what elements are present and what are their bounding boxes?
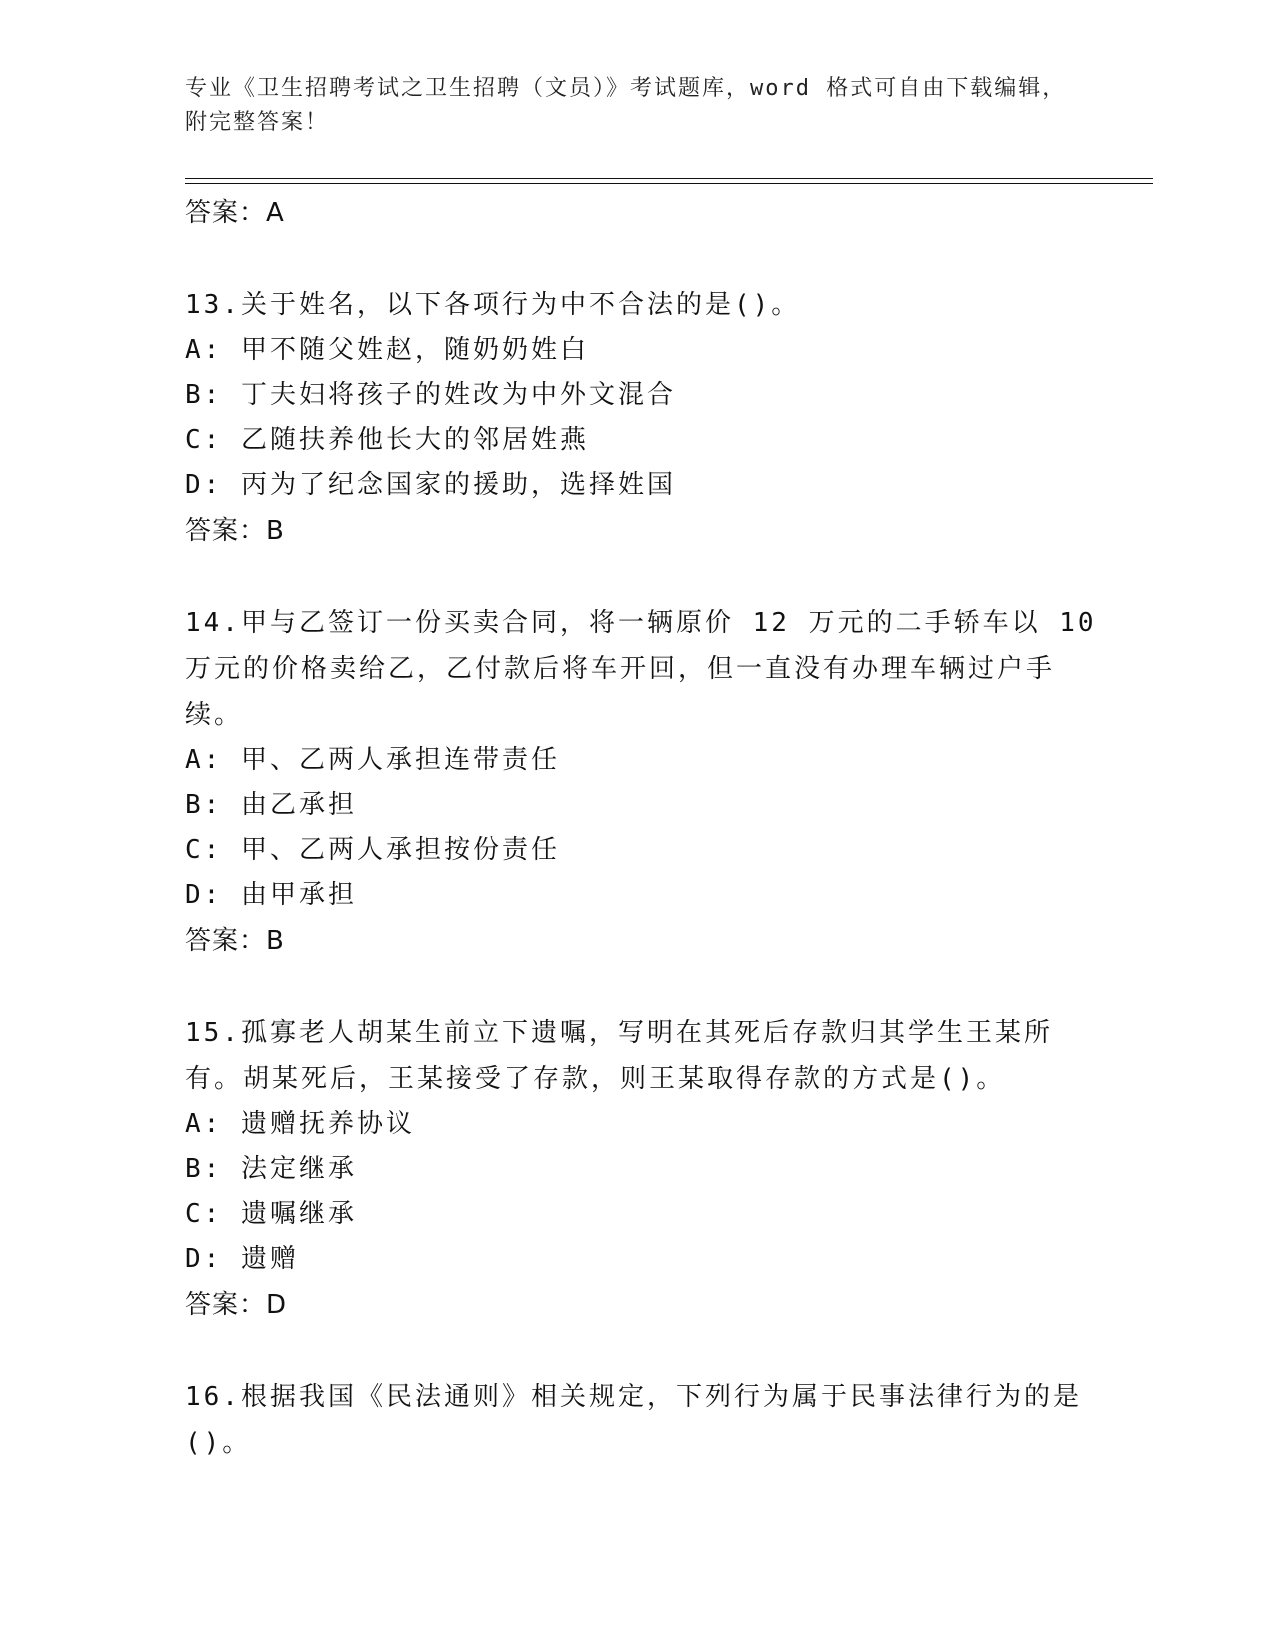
question-stem: 16.根据我国《民法通则》相关规定，下列行为属于民事法律行为的是()。: [185, 1382, 1082, 1458]
option-c: C: 遗嘱继承: [185, 1199, 357, 1229]
option-d: D: 遗赠: [185, 1244, 299, 1274]
answer-line: 答案：B: [185, 926, 285, 956]
question-13: [185, 282, 1105, 554]
answer-line: 答案：D: [185, 1290, 288, 1320]
answer-line: 答案：A: [185, 198, 285, 228]
question-16: [185, 1374, 1105, 1466]
question-stem: 15.孤寡老人胡某生前立下遗嘱，写明在其死后存款归其学生王某所有。胡某死后，王某接受了存款，则王某取得存款的方式是()。: [185, 1018, 1053, 1094]
header-divider: [185, 178, 1153, 184]
answer-line: 答案：B: [185, 516, 285, 546]
question-stem: 13.关于姓名，以下各项行为中不合法的是()。: [185, 290, 801, 320]
option-c: C: 甲、乙两人承担按份责任: [185, 835, 560, 865]
page-header: 专业《卫生招聘考试之卫生招聘（文员）》考试题库，word 格式可自由下载编辑，附完整答案！: [185, 76, 1067, 135]
option-a: A: 甲不随父姓赵，随奶奶姓白: [185, 335, 589, 365]
question-15: [185, 1010, 1105, 1328]
option-b: B: 法定继承: [185, 1154, 357, 1184]
option-d: D: 丙为了纪念国家的援助，选择姓国: [185, 470, 676, 500]
question-list: [185, 190, 1116, 1466]
option-b: B: 由乙承担: [185, 790, 357, 820]
option-c: C: 乙随扶养他长大的邻居姓燕: [185, 425, 589, 455]
option-a: A: 甲、乙两人承担连带责任: [185, 745, 560, 775]
option-d: D: 由甲承担: [185, 880, 357, 910]
option-b: B: 丁夫妇将孩子的姓改为中外文混合: [185, 380, 676, 410]
question-stem: 14.甲与乙签订一份买卖合同，将一辆原价 12 万元的二手轿车以 10 万元的价格卖给乙，乙付款后将车开回，但一直没有办理车辆过户手续。: [185, 608, 1116, 730]
question-14: [185, 600, 1116, 964]
option-a: A: 遗赠抚养协议: [185, 1109, 415, 1139]
